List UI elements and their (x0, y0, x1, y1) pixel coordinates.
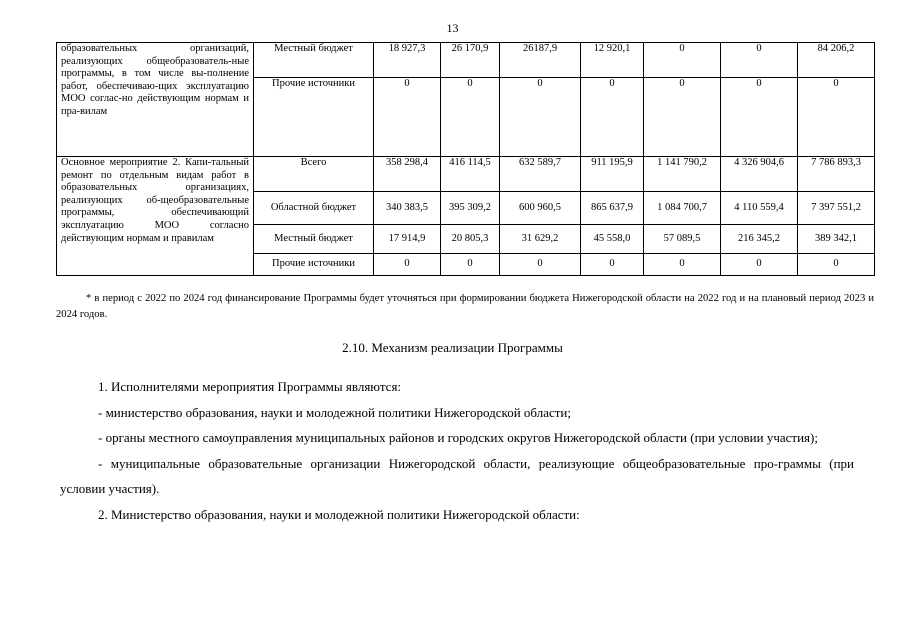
table-cell: 31 629,2 (500, 225, 581, 254)
table-cell: 0 (374, 78, 441, 157)
funding-source: Прочие источники (254, 78, 374, 157)
table-cell: 57 089,5 (644, 225, 721, 254)
table-cell: 0 (798, 78, 875, 157)
table-cell: 7 786 893,3 (798, 157, 875, 192)
measure-description: образовательных организаций, реализующих общеобразователь-ные программы, в том числе вы-полнение работ, обеспечиваю-щих эксплуатацию МОО соглас-но действующим нормам и пра-вилам (57, 43, 254, 157)
funding-source: Местный бюджет (254, 43, 374, 78)
table-cell: 395 309,2 (441, 192, 500, 225)
funding-source: Всего (254, 157, 374, 192)
table-cell: 600 960,5 (500, 192, 581, 225)
table-cell: 17 914,9 (374, 225, 441, 254)
table-footnote: * в период с 2022 по 2024 год финансирование Программы будет уточняться при формировании бюджета Нижегородской области на 2022 год и на плановый период 2023 и 2024 годов. (56, 293, 874, 320)
table-cell: 0 (721, 78, 798, 157)
table-cell: 84 206,2 (798, 43, 875, 78)
table-cell: 0 (644, 43, 721, 78)
table-cell: 0 (644, 254, 721, 276)
table-cell: 12 920,1 (581, 43, 644, 78)
table-cell: 1 141 790,2 (644, 157, 721, 192)
table-row (57, 43, 875, 78)
table-cell: 7 397 551,2 (798, 192, 875, 225)
table-cell: 26 170,9 (441, 43, 500, 78)
paragraph: 1. Исполнителями мероприятия Программы являются: (98, 379, 402, 394)
section-heading: 2.10. Механизм реализации Программы (342, 340, 563, 355)
table-cell: 1 084 700,7 (644, 192, 721, 225)
table-cell: 26187,9 (500, 43, 581, 78)
table-cell: 0 (441, 78, 500, 157)
measure-description: Основное мероприятие 2. Капи-тальный ремонт по отдельным видам работ в образовательных организациях, реализующих об-щеобразовательные программы, обеспечивающий эксплуатацию МОО согласно действующим нормам и правилам (57, 157, 254, 276)
table-cell: 416 114,5 (441, 157, 500, 192)
table-cell: 0 (721, 254, 798, 276)
table-cell: 20 805,3 (441, 225, 500, 254)
paragraph: 2. Министерство образования, науки и молодежной политики Нижегородской области: (98, 506, 580, 522)
table-cell: 4 326 904,6 (721, 157, 798, 192)
table-cell: 0 (721, 43, 798, 78)
financing-table (56, 42, 875, 276)
funding-source: Местный бюджет (254, 225, 374, 254)
table-cell: 358 298,4 (374, 157, 441, 192)
table-cell: 0 (581, 78, 644, 157)
table-cell: 865 637,9 (581, 192, 644, 225)
table-cell: 0 (798, 254, 875, 276)
paragraph: - муниципальные образовательные организации Нижегородской области, реализующие общеобразовательные про-граммы (при условии участия). (60, 455, 854, 496)
table-cell: 389 342,1 (798, 225, 875, 254)
table-cell: 216 345,2 (721, 225, 798, 254)
paragraph: - министерство образования, науки и молодежной политики Нижегородской области; (98, 404, 571, 420)
table-cell: 911 195,9 (581, 157, 644, 192)
paragraph: - органы местного самоуправления муниципальных районов и городских округов Нижегородской области (при условии участия); (98, 430, 818, 445)
funding-source: Областной бюджет (254, 192, 374, 225)
table-cell: 0 (500, 78, 581, 157)
table-cell: 18 927,3 (374, 43, 441, 78)
table-cell: 0 (441, 254, 500, 276)
page-number: 13 (446, 21, 459, 35)
table-cell: 0 (374, 254, 441, 276)
table-cell: 45 558,0 (581, 225, 644, 254)
funding-source: Прочие источники (254, 254, 374, 276)
table-cell: 0 (581, 254, 644, 276)
table-cell: 0 (644, 78, 721, 157)
table-cell: 4 110 559,4 (721, 192, 798, 225)
section-body (60, 374, 854, 527)
table-cell: 340 383,5 (374, 192, 441, 225)
table-row (57, 157, 875, 192)
table-cell: 632 589,7 (500, 157, 581, 192)
table-cell: 0 (500, 254, 581, 276)
